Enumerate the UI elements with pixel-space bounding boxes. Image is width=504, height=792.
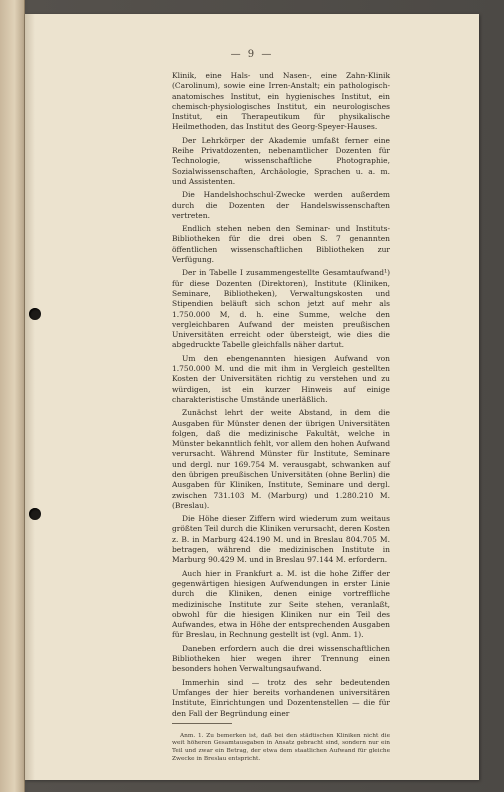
paragraph: Zunächst lehrt der weite Abstand, in dem die Ausgaben für Münster denen der übrigen Universitäten folgen, daß die medizinische Fakultät, welche in Münster bekanntlich fehlt, vor allem den hohen Aufwand verursacht. Während Münster für Institute, Seminare und dergl. nur 169.754 M. verausgabt, schwanken auf den übrigen preußischen Universitäten (ohne Berlin) die Ausgaben für Kliniken, Institute, Seminare und dergl. zwischen 731.103 M. (Marburg) und 1.280.210 M. (Breslau). xyxy=(172,408,390,510)
paragraph: Klinik, eine Hals- und Nasen-, eine Zahn-Klinik (Carolinum), sowie eine Irren-Anstalt; ein pathologisch-anatomisches Institut, ein hygienisches Institut, ein chemisch-physiologisches Institut, ein neurologisches Institut, ein Therapeutikum für physikalische Heilmethoden, das Institut des Georg-Speyer-Hauses. xyxy=(172,71,390,132)
paragraph: Der in Tabelle I zusammengestellte Gesamtaufwand¹) für diese Dozenten (Direktoren), Institute (Kliniken, Seminare, Bibliotheken), Verwaltungskosten und Stipendien beläuft sich schon jetzt auf mehr als 1.750.000 M, d. h. eine Summe, welche den vergleichbaren Aufwand der meisten preußischen Universitäten erreicht oder übersteigt, wie dies die abgedruckte Tabelle gleichfalls näher dartut. xyxy=(172,268,390,350)
punch-hole-icon xyxy=(29,508,41,520)
paragraph: Daneben erfordern auch die drei wissenschaftlichen Bibliotheken hier wegen ihrer Trennung einen besonders hohen Verwaltungsaufwand. xyxy=(172,643,390,674)
paragraph: Die Höhe dieser Ziffern wird wiederum zum weitaus größten Teil durch die Kliniken verursacht, deren Kosten z. B. in Marburg 424.190 M. und in Breslau 804.705 M. betragen, während die medizinischen Institute in Marburg 90.429 M. und in Breslau 97.144 M. erfordern. xyxy=(172,514,390,565)
page-number: — 9 — xyxy=(230,49,274,60)
punch-hole-icon xyxy=(29,308,41,320)
footnote-divider xyxy=(172,723,232,724)
paragraph: Immerhin sind — trotz des sehr bedeutenden Umfanges der hier bereits vorhandenen universitären Institute, Einrichtungen und Dozentenstellen — die für den Fall der Begründung einer xyxy=(172,677,390,718)
facing-page-edge xyxy=(0,0,25,792)
paragraph: Auch hier in Frankfurt a. M. ist die hohe Ziffer der gegenwärtigen hiesigen Aufwendungen in erster Linie durch die Kliniken, denen einige vortreffliche medizinische Institute zur Seite stehen, veranlaßt, obwohl für die hiesigen Kliniken nur ein Teil des Aufwandes, etwa in Höhe der entsprechenden Ausgaben für Breslau, in Rechnung gestellt ist (vgl. Anm. 1). xyxy=(172,568,390,640)
body-text xyxy=(172,71,390,763)
paragraph: Die Handelshochschul-Zwecke werden außerdem durch die Dozenten der Handelswissenschaften vertreten. xyxy=(172,190,390,220)
paragraph: Endlich stehen neben den Seminar- und Instituts-Bibliotheken für die drei oben S. 7 genannten öffentlichen wissenschaftlichen Bibliotheken zur Verfügung. xyxy=(172,224,390,265)
footnote: Anm. 1. Zu bemerken ist, daß bei den städtischen Kliniken nicht die weit höheren Gesamtausgaben in Ansatz gebracht sind, sondern nur ein Teil und zwar ein Betrag, der etwa dem staatlichen Aufwand für gleiche Zwecke in Breslau entspricht. xyxy=(172,732,390,762)
paragraph: Der Lehrkörper der Akademie umfaßt ferner eine Reihe Privatdozenten, nebenamtlicher Dozenten für Technologie, wissenschaftliche Photographie, Sozialwissenschaften, Archäologie, Sprachen u. a. m. und Assistenten. xyxy=(172,135,390,186)
paragraph: Um den ebengenannten hiesigen Aufwand von 1.750.000 M. und die mit ihm in Vergleich gestellten Kosten der Universitäten richtig zu verstehen und zu würdigen, ist ein kurzer Hinweis auf einige charakteristische Umstände unerläßlich. xyxy=(172,353,390,404)
document-page xyxy=(25,14,479,780)
